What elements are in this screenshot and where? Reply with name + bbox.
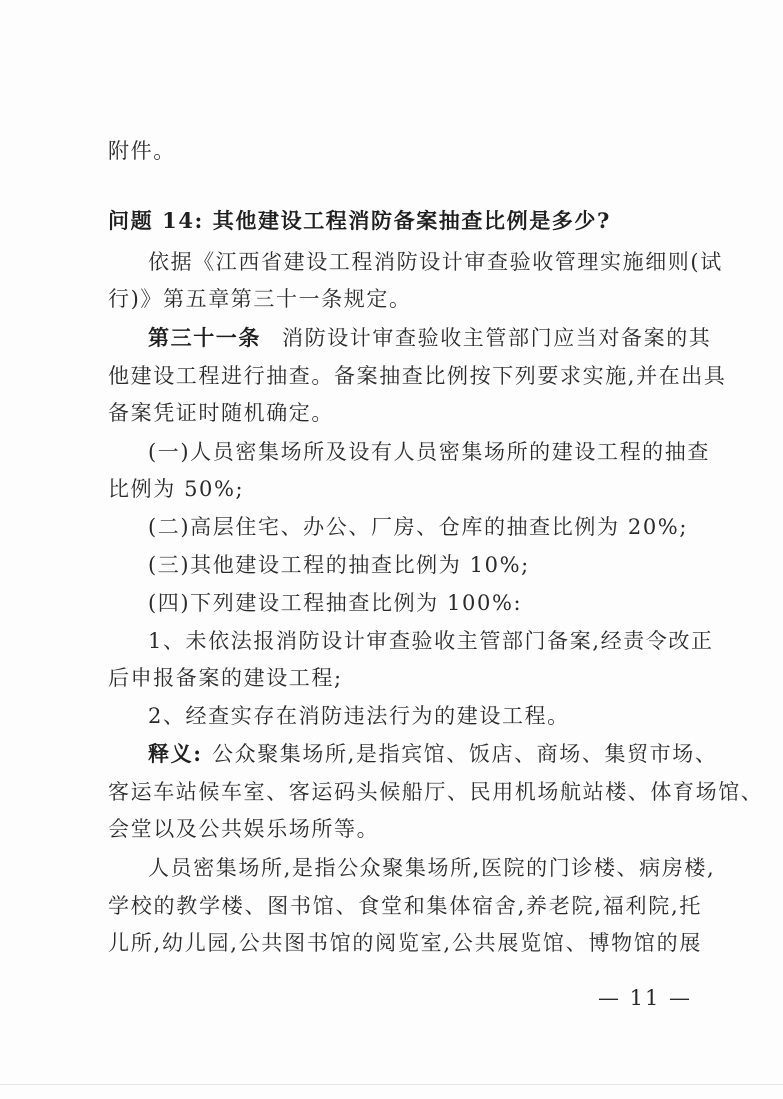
paragraph-line: 依据《江西省建设工程消防设计审查验收管理实施细则(试 <box>148 250 723 274</box>
question-heading: 问题 14: 其他建设工程消防备案抽查比例是多少? <box>108 208 611 233</box>
paragraph-line: 后申报备案的建设工程; <box>108 666 343 690</box>
paragraph-line: 2、经查实存在消防违法行为的建设工程。 <box>148 704 570 728</box>
paragraph-line: 1、未依法报消防设计审查验收主管部门备案,经责令改正 <box>148 629 714 653</box>
paragraph-line: 公众聚集场所,是指宾馆、饭店、商场、集贸市场、 <box>212 742 718 766</box>
paragraph-line: (四)下列建设工程抽查比例为 100%: <box>148 591 523 615</box>
paragraph-line: 客运车站候车室、客运码头候船厅、民用机场航站楼、体育场馆、 <box>108 780 764 804</box>
article-label: 第三十一条 <box>148 325 261 350</box>
paragraph-line: (一)人员密集场所及设有人员密集场所的建设工程的抽查 <box>148 440 710 464</box>
paragraph-line: 行)》第五章第三十一条规定。 <box>108 287 412 311</box>
paragraph-line: (三)其他建设工程的抽查比例为 10%; <box>148 553 530 577</box>
page-number: — 11 — <box>597 986 693 1010</box>
paragraph-line: 儿所,幼儿园,公共图书馆的阅览室,公共展览馆、博物馆的展 <box>108 931 702 955</box>
paragraph-line: 附件。 <box>108 139 176 163</box>
interpretation-label: 释义: <box>148 741 203 766</box>
paragraph-line: (二)高层住宅、办公、厂房、仓库的抽查比例为 20%; <box>148 515 689 539</box>
page-edge-divider <box>0 1084 783 1085</box>
paragraph-line: 备案凭证时随机确定。 <box>108 401 334 425</box>
paragraph-line: 会堂以及公共娱乐场所等。 <box>108 817 380 841</box>
paragraph-line: 人员密集场所,是指公众聚集场所,医院的门诊楼、病房楼, <box>148 856 716 880</box>
paragraph-line: 他建设工程进行抽查。备案抽查比例按下列要求实施,并在出具 <box>108 364 727 388</box>
paragraph-line: 比例为 50%; <box>108 477 245 501</box>
paragraph-line: 学校的教学楼、图书馆、食堂和集体宿舍,养老院,福利院,托 <box>108 894 702 918</box>
paragraph-line: 消防设计审查验收主管部门应当对备案的其 <box>282 326 712 350</box>
